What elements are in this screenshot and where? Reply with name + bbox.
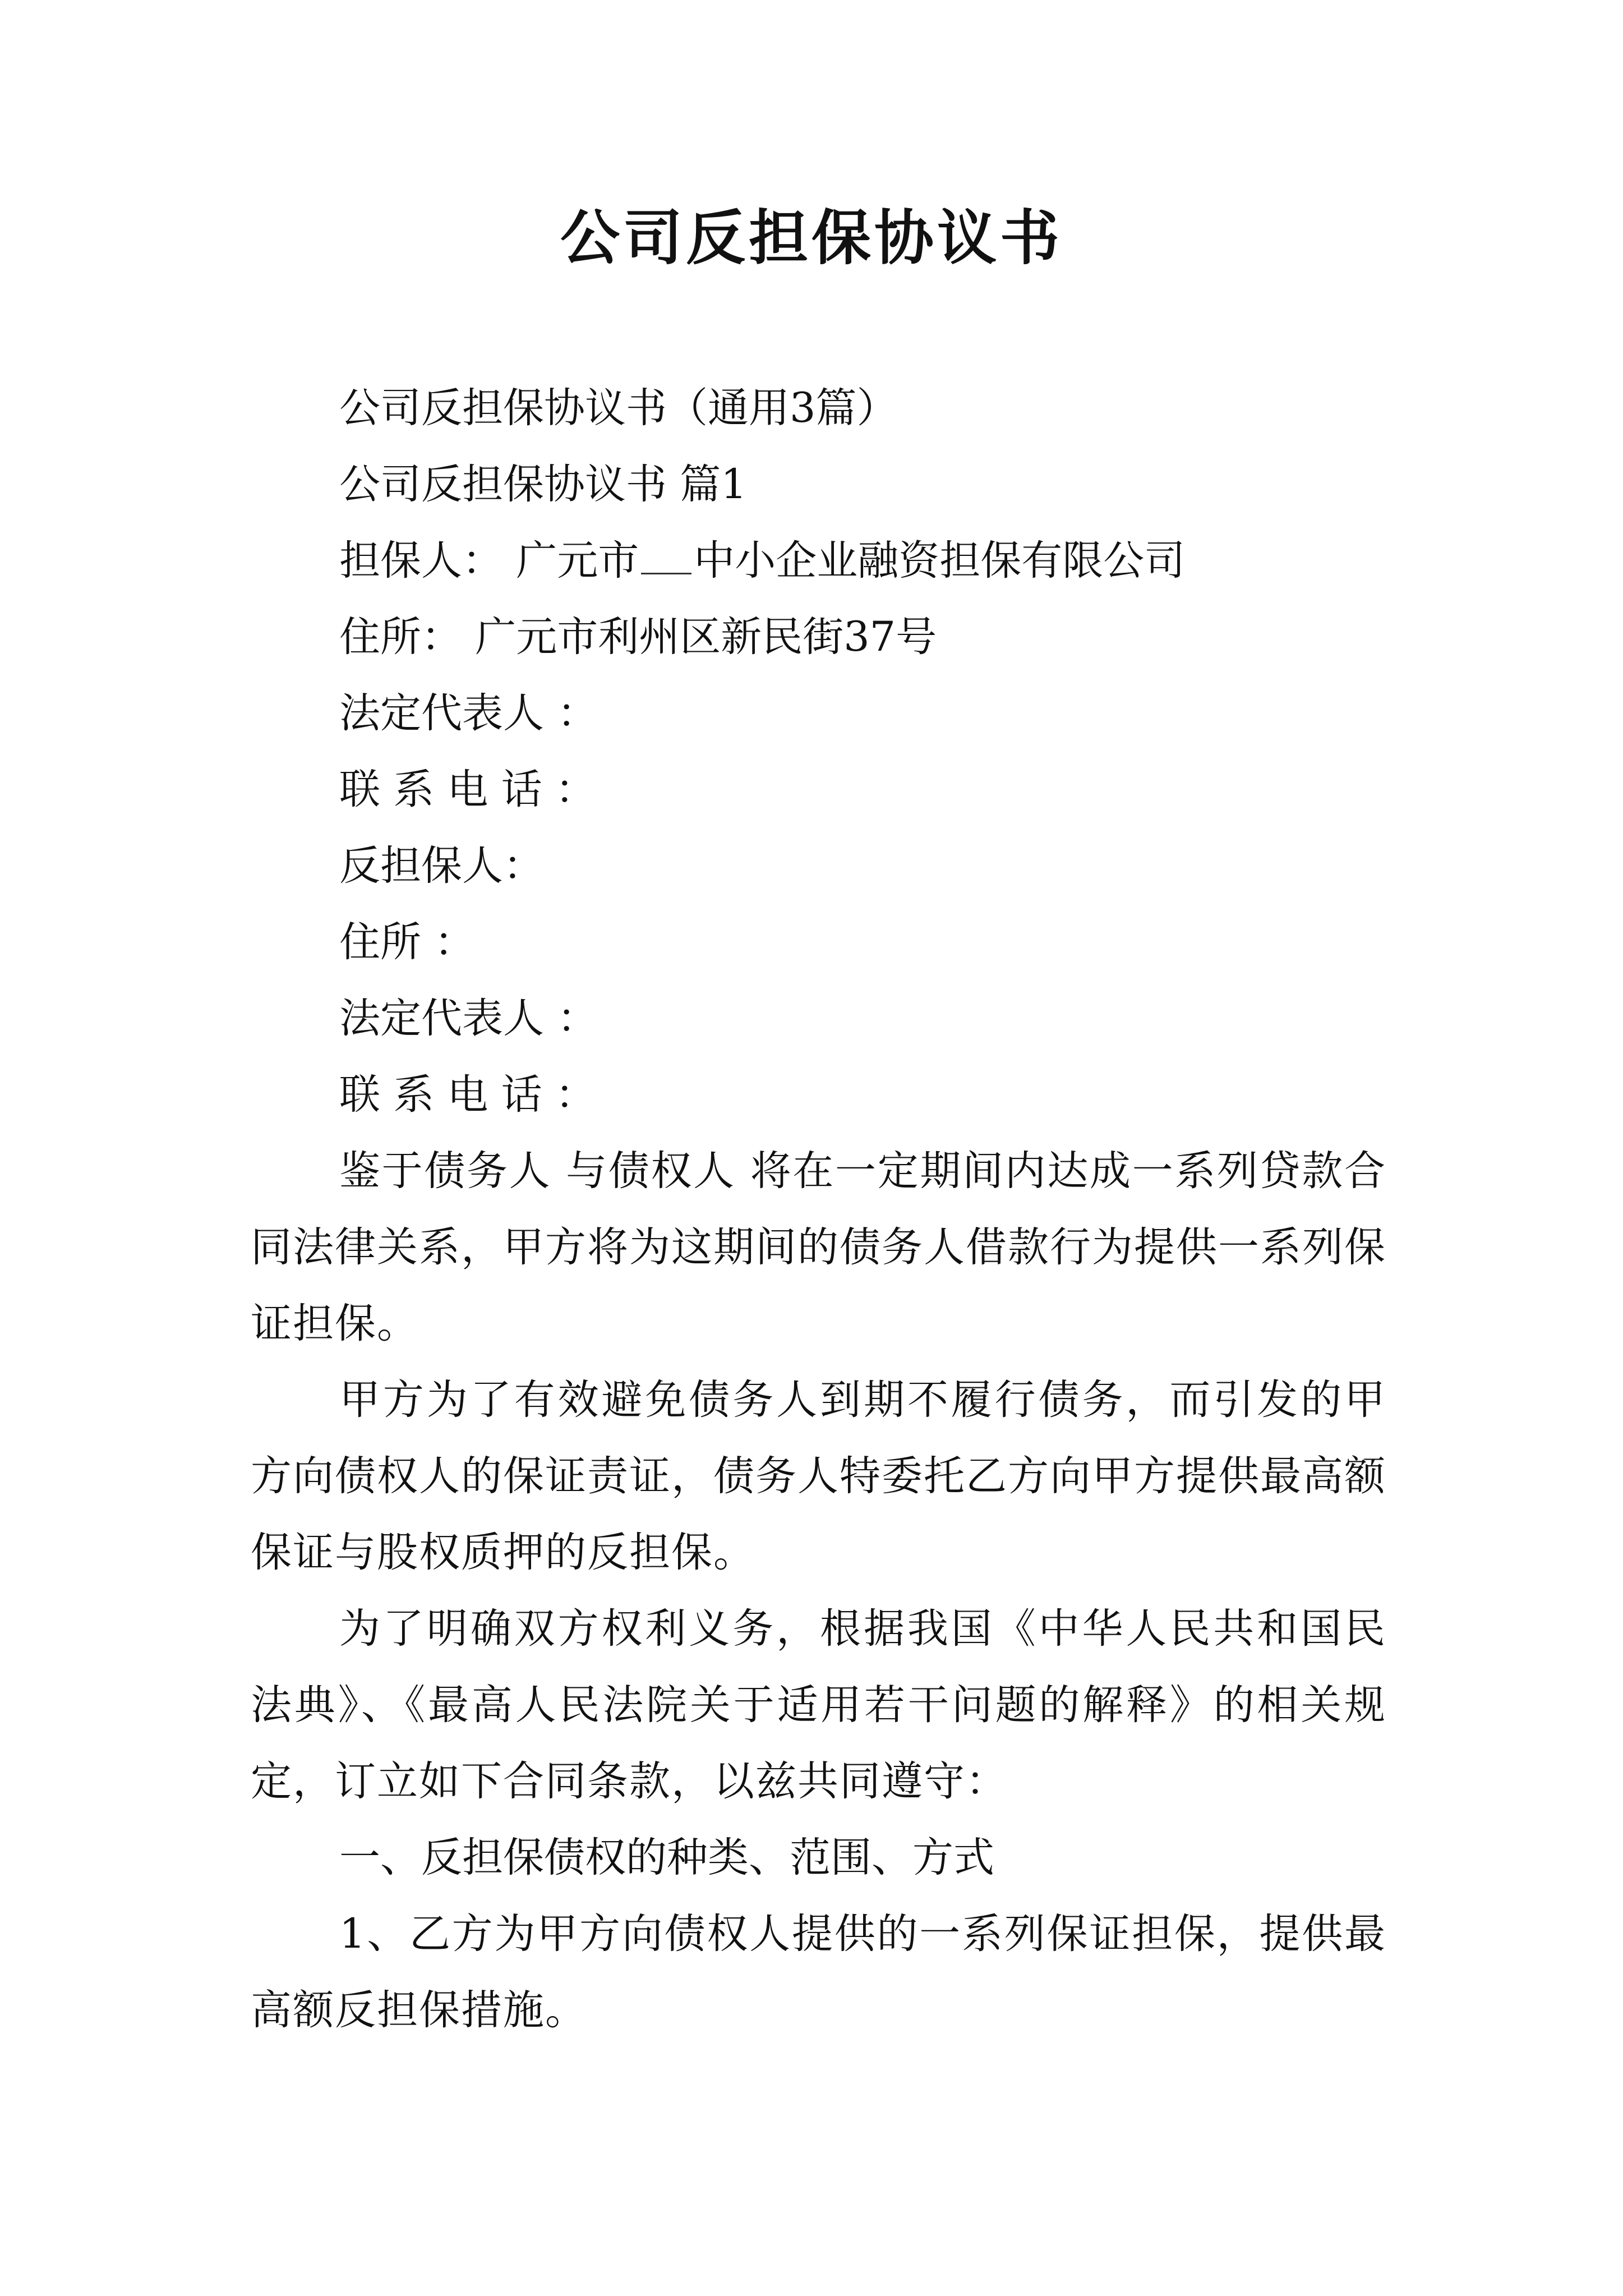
guarantor-address-line: 住所： 广元市利州区新民街37号	[339, 613, 937, 661]
section-heading: 一、反担保债权的种类、范围、方式	[339, 1834, 994, 1881]
legal-rep-line-1: 法定代表人 ：	[339, 689, 598, 737]
clause-1: 1、乙方为甲方向债权人提供的一系列保证担保，提供最高额反担保措施。	[251, 1910, 1386, 2034]
guarantor-line	[251, 523, 1386, 599]
guarantor-name-rest: 中小企业融资担保有限公司	[694, 537, 1186, 585]
chapter-heading: 公司反担保协议书 篇1	[339, 461, 747, 508]
document-title: 公司反担保协议书	[560, 204, 1063, 273]
phone-line-1: 联 系 电 话 ：	[339, 766, 596, 813]
legal-rep-line-2: 法定代表人 ：	[339, 995, 598, 1042]
document-body	[251, 370, 1386, 2049]
counter-guarantor-line: 反担保人：	[339, 842, 544, 890]
paragraph-recital: 鉴于债务人 与债权人 将在一定期间内达成一系列贷款合同法律关系，甲方将为这期间的债务人借款行为提供一系列保证担保。	[251, 1147, 1386, 1347]
paragraph-legal-basis: 为了明确双方权利义务，根据我国《中华人民共和国民法典》、《最高人民法院关于适用若干问题的解释》的相关规定，订立如下合同条款，以兹共同遵守：	[251, 1605, 1386, 1805]
paragraph-purpose: 甲方为了有效避免债务人到期不履行债务，而引发的甲方向债权人的保证责证，债务人特委托乙方向甲方提供最高额保证与股权质押的反担保。	[251, 1376, 1386, 1576]
phone-line-2: 联 系 电 话 ：	[339, 1071, 596, 1119]
subtitle-line: 公司反担保协议书（通用3篇）	[339, 384, 898, 432]
guarantor-blank	[641, 538, 691, 574]
guarantor-label: 担保人： 广元市	[339, 537, 639, 585]
counter-address-line: 住所 ：	[339, 918, 476, 966]
